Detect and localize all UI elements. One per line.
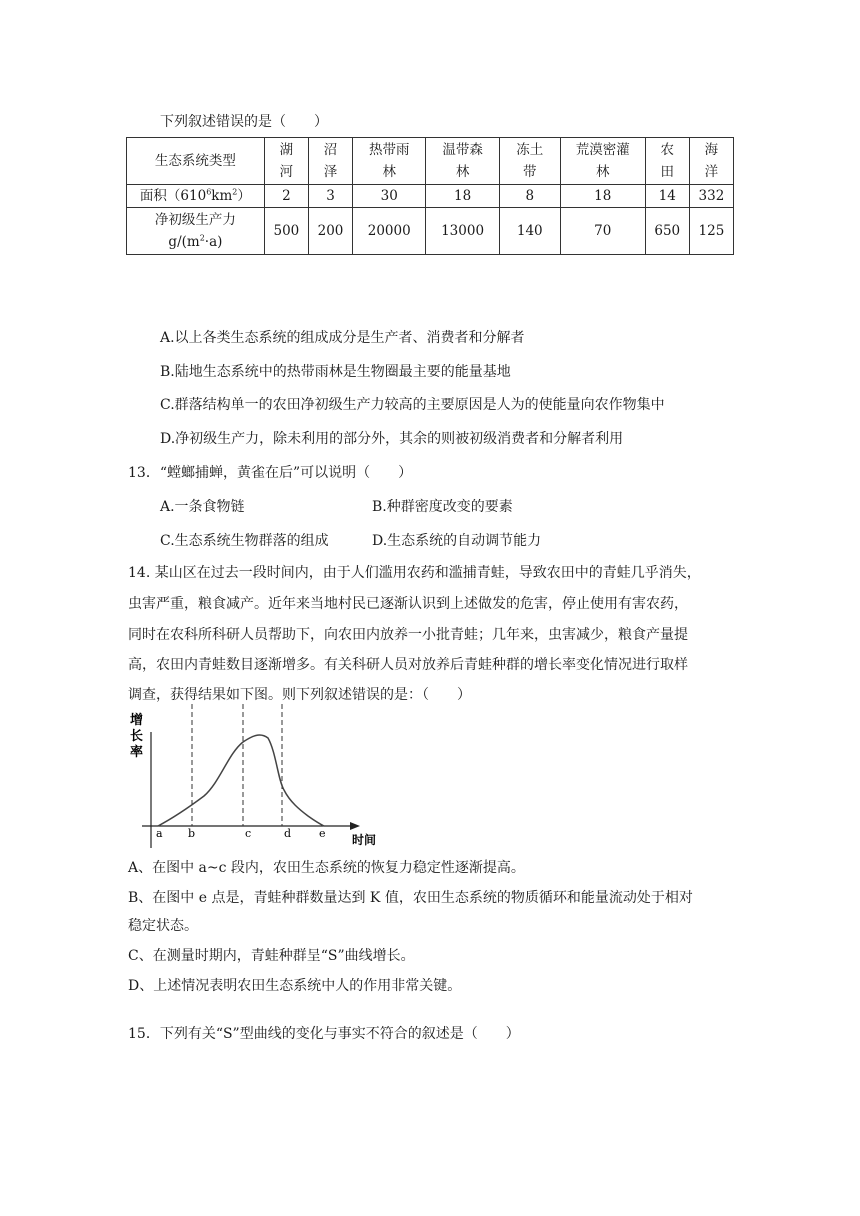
q12-option-d: D.净初级生产力，除未利用的部分外，其余的则被初级消费者和分解者利用 [160,431,624,447]
npp-value: 200 [308,208,352,255]
npp-value: 20000 [353,208,426,255]
q13-stem: 13．“螳螂捕蝉，黄雀在后”可以说明（ ） [128,465,413,481]
npp-value: 70 [560,208,645,255]
q14-option-a: A、在图中 a~c 段内，农田生态系统的恢复力稳定性逐渐提高。 [128,860,525,876]
graph-ylabel-char: 率 [130,745,144,760]
graph-xlabel: 时间 [352,833,377,847]
q14-option-d: D、上述情况表明农田生态系统中人的作用非常关键。 [128,978,462,994]
area-label: 面积$(610^6km^2)$ [127,185,265,208]
graph-ylabel-char: 增 [130,713,144,728]
table-header-cell: 热带雨 林 [353,138,426,185]
q15-stem: 15．下列有关“S”型曲线的变化与事实不符合的叙述是（ ） [128,1026,520,1042]
graph-tick-d: d [284,827,292,840]
q14-stem-line: 虫害严重，粮食减产。近年来当地村民已逐渐认识到上述做发的危害，停止使用有害农药， [128,596,688,612]
table-header-cell: 冻土 带 [499,138,560,185]
q13-option-c: C.生态系统生物群落的组成 [160,533,329,549]
npp-value: 500 [264,208,308,255]
npp-value: 125 [689,208,733,255]
q14-option-c: C、在测量时期内，青蛙种群呈“S”曲线增长。 [128,948,415,964]
q13-option-d: D.生态系统的自动调节能力 [372,533,542,549]
q14-option-b: B、在图中 e 点是，青蛙种群数量达到 K 值，农田生态系统的物质循环和能量流动处于相对 [128,890,693,906]
intro-text: 下列叙述错误的是（ ） [160,114,328,130]
q12-option-c: C.群落结构单一的农田净初级生产力较高的主要原因是人为的使能量向农作物集中 [160,397,665,413]
npp-value: 140 [499,208,560,255]
area-value: 14 [645,185,689,208]
area-value: 30 [353,185,426,208]
area-value: 2 [264,185,308,208]
q14-stem-line: 调查，获得结果如下图。则下列叙述错误的是：（ ） [128,687,471,703]
table-npp-row [127,208,734,255]
growth-rate-graph [128,702,388,852]
table-header-cell: 农 田 [645,138,689,185]
graph-ylabel-char: 长 [130,729,144,744]
q14-stem-line: 14. 某山区在过去一段时间内，由于人们滥用农药和滥捕青蛙，导致农田中的青蛙几乎消失， [128,565,701,581]
table-header-cell: 湖 河 [264,138,308,185]
ecosystem-table [126,137,734,255]
table-header-cell: 温带森 林 [426,138,499,185]
graph-tick-a: a [156,827,163,840]
table-header-cell: 海 洋 [689,138,733,185]
q14-stem-line: 高，农田内青蛙数目逐渐增多。有关科研人员对放养后青蛙种群的增长率变化情况进行取样 [128,657,688,673]
graph-x-arrow [350,822,360,830]
q13-option-b: B.种群密度改变的要素 [372,499,513,515]
npp-value: 650 [645,208,689,255]
q12-option-a: A.以上各类生态系统的组成成分是生产者、消费者和分解者 [160,330,525,346]
growth-rate-curve [158,735,324,826]
graph-tick-e: e [319,827,326,840]
graph-tick-c: c [245,827,252,840]
table-header-cell: 沼 泽 [308,138,352,185]
q12-option-b: B.陆地生态系统中的热带雨林是生物圈最主要的能量基地 [160,364,511,380]
area-value: 332 [689,185,733,208]
table-header-cell: 荒漠密灌 林 [560,138,645,185]
table-header-label: 生态系统类型 [127,138,265,185]
table-header-row [127,138,734,185]
npp-label: 净初级生产力 $g/(m^2\cdot a)$ [127,208,265,255]
q13-option-a: A.一条食物链 [160,499,245,515]
table-area-row [127,185,734,208]
q14-stem-line: 同时在农科所科研人员帮助下，向农田内放养一小批青蛙；几年来，虫害减少，粮食产量提 [128,627,688,643]
area-value: 18 [426,185,499,208]
npp-value: 13000 [426,208,499,255]
q14-option-b-cont: 稳定状态。 [128,918,198,934]
area-value: 8 [499,185,560,208]
area-value: 18 [560,185,645,208]
area-value: 3 [308,185,352,208]
graph-tick-b: b [188,827,196,840]
